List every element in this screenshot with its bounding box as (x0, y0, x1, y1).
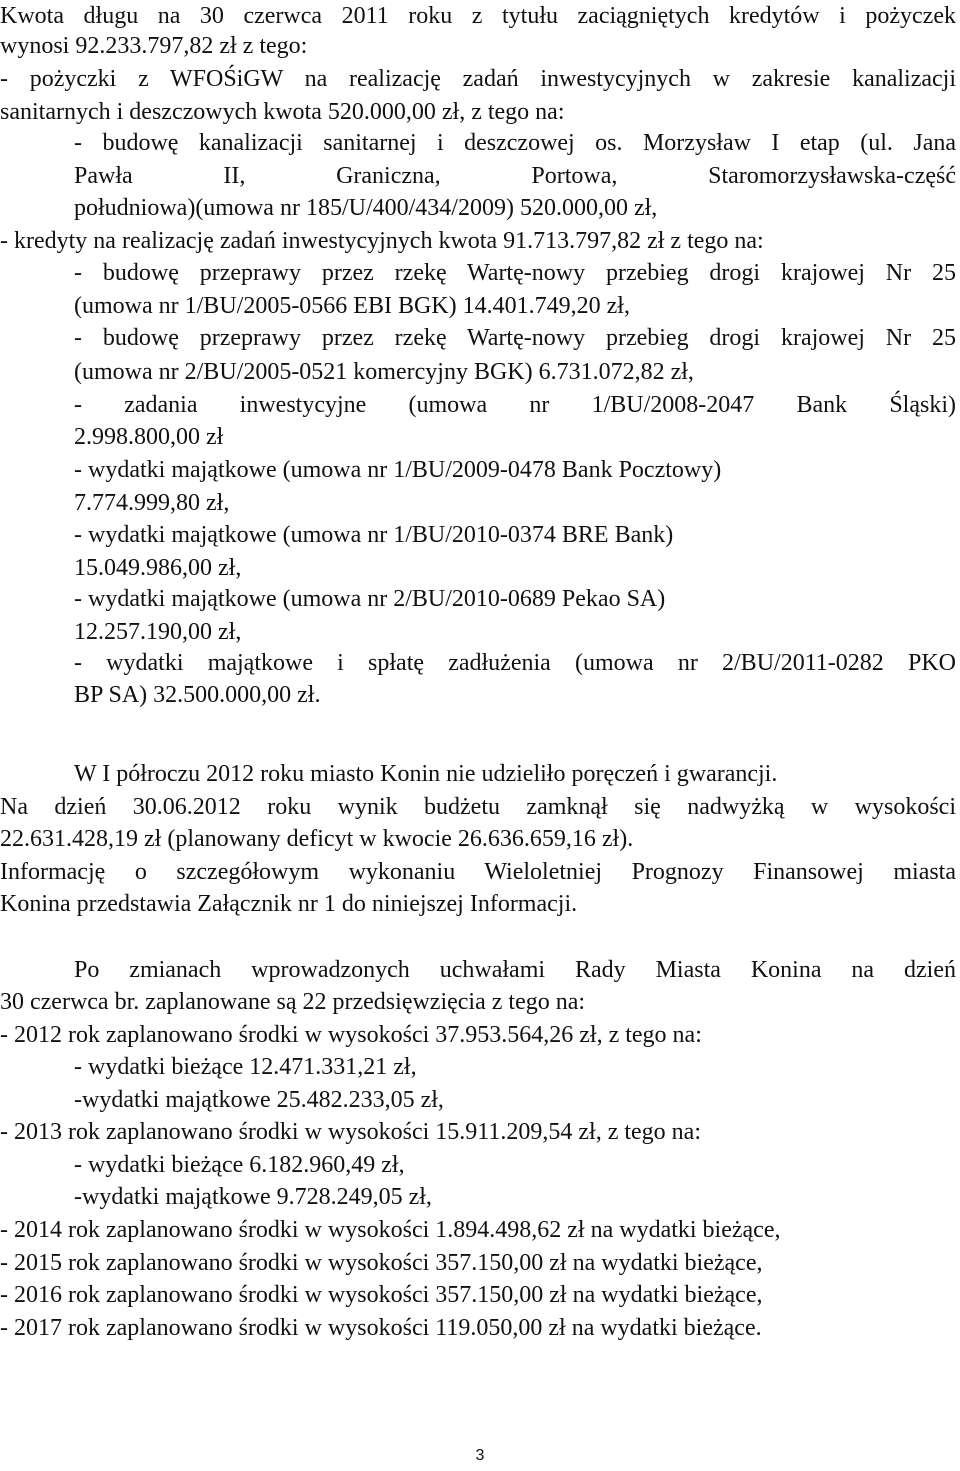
text-line: - wydatki majątkowe (umowa nr 1/BU/2009-0478 Bank Pocztowy) (74, 457, 722, 483)
text-line: Pawła II, Graniczna, Portowa, Staromorzysławska-część (74, 163, 956, 189)
text-line: Po zmianach wprowadzonych uchwałami Rady Miasta Konina na dzień (74, 957, 956, 983)
text-line: -wydatki majątkowe 25.482.233,05 zł, (74, 1087, 444, 1113)
text-line: - 2014 rok zaplanowano środki w wysokości 1.894.498,62 zł na wydatki bieżące, (0, 1217, 781, 1243)
text-line: - wydatki bieżące 6.182.960,49 zł, (74, 1152, 405, 1178)
text-line: (umowa nr 1/BU/2005-0566 EBI BGK) 14.401.749,20 zł, (74, 293, 630, 319)
text-line: - wydatki majątkowe (umowa nr 2/BU/2010-0689 Pekao SA) (74, 586, 666, 612)
text-line: - budowę przeprawy przez rzekę Wartę-nowy przebieg drogi krajowej Nr 25 (74, 260, 956, 286)
text-line: - pożyczki z WFOŚiGW na realizację zadań inwestycyjnych w zakresie kanalizacji (0, 66, 956, 92)
text-line: - 2012 rok zaplanowano środki w wysokości 37.953.564,26 zł, z tego na: (0, 1022, 702, 1048)
text-line: - 2013 rok zaplanowano środki w wysokości 15.911.209,54 zł, z tego na: (0, 1119, 701, 1145)
text-line: (umowa nr 2/BU/2005-0521 komercyjny BGK) 6.731.072,82 zł, (74, 359, 694, 385)
text-line: wynosi 92.233.797,82 zł z tego: (0, 33, 308, 59)
text-line: Konina przedstawia Załącznik nr 1 do niniejszej Informacji. (0, 891, 578, 917)
text-line: - 2015 rok zaplanowano środki w wysokości 357.150,00 zł na wydatki bieżące, (0, 1250, 763, 1276)
text-line: 12.257.190,00 zł, (74, 619, 242, 645)
text-line: Na dzień 30.06.2012 roku wynik budżetu zamknął się nadwyżką w wysokości (0, 794, 956, 820)
text-line: BP SA) 32.500.000,00 zł. (74, 682, 321, 708)
text-line: 15.049.986,00 zł, (74, 555, 242, 581)
text-line: - budowę kanalizacji sanitarnej i deszczowej os. Morzysław I etap (ul. Jana (74, 130, 956, 156)
page-number: 3 (475, 1447, 485, 1464)
text-line: Informację o szczegółowym wykonaniu Wieloletniej Prognozy Finansowej miasta (0, 859, 956, 885)
text-line: południowa)(umowa nr 185/U/400/434/2009) 520.000,00 zł, (74, 195, 658, 221)
text-line: - kredyty na realizację zadań inwestycyjnych kwota 91.713.797,82 zł z tego na: (0, 228, 764, 254)
text-line: sanitarnych i deszczowych kwota 520.000,00 zł, z tego na: (0, 99, 565, 125)
text-line: 2.998.800,00 zł (74, 424, 224, 450)
text-line: - wydatki majątkowe i spłatę zadłużenia (umowa nr 2/BU/2011-0282 PKO (74, 650, 956, 676)
text-line: Kwota długu na 30 czerwca 2011 roku z tytułu zaciągniętych kredytów i pożyczek (0, 3, 956, 29)
text-line: 7.774.999,80 zł, (74, 490, 230, 516)
text-line: W I półroczu 2012 roku miasto Konin nie udzieliło poręczeń i gwarancji. (74, 761, 778, 787)
text-line: - zadania inwestycyjne (umowa nr 1/BU/2008-2047 Bank Śląski) (74, 392, 956, 418)
text-line: - 2017 rok zaplanowano środki w wysokości 119.050,00 zł na wydatki bieżące. (0, 1315, 762, 1341)
text-line: 22.631.428,19 zł (planowany deficyt w kwocie 26.636.659,16 zł). (0, 826, 634, 852)
text-line: - 2016 rok zaplanowano środki w wysokości 357.150,00 zł na wydatki bieżące, (0, 1282, 763, 1308)
text-line: - wydatki bieżące 12.471.331,21 zł, (74, 1054, 417, 1080)
text-line: - budowę przeprawy przez rzekę Wartę-nowy przebieg drogi krajowej Nr 25 (74, 325, 956, 351)
text-line: - wydatki majątkowe (umowa nr 1/BU/2010-0374 BRE Bank) (74, 522, 674, 548)
text-line: -wydatki majątkowe 9.728.249,05 zł, (74, 1184, 432, 1210)
text-line: 30 czerwca br. zaplanowane są 22 przedsięwzięcia z tego na: (0, 989, 586, 1015)
